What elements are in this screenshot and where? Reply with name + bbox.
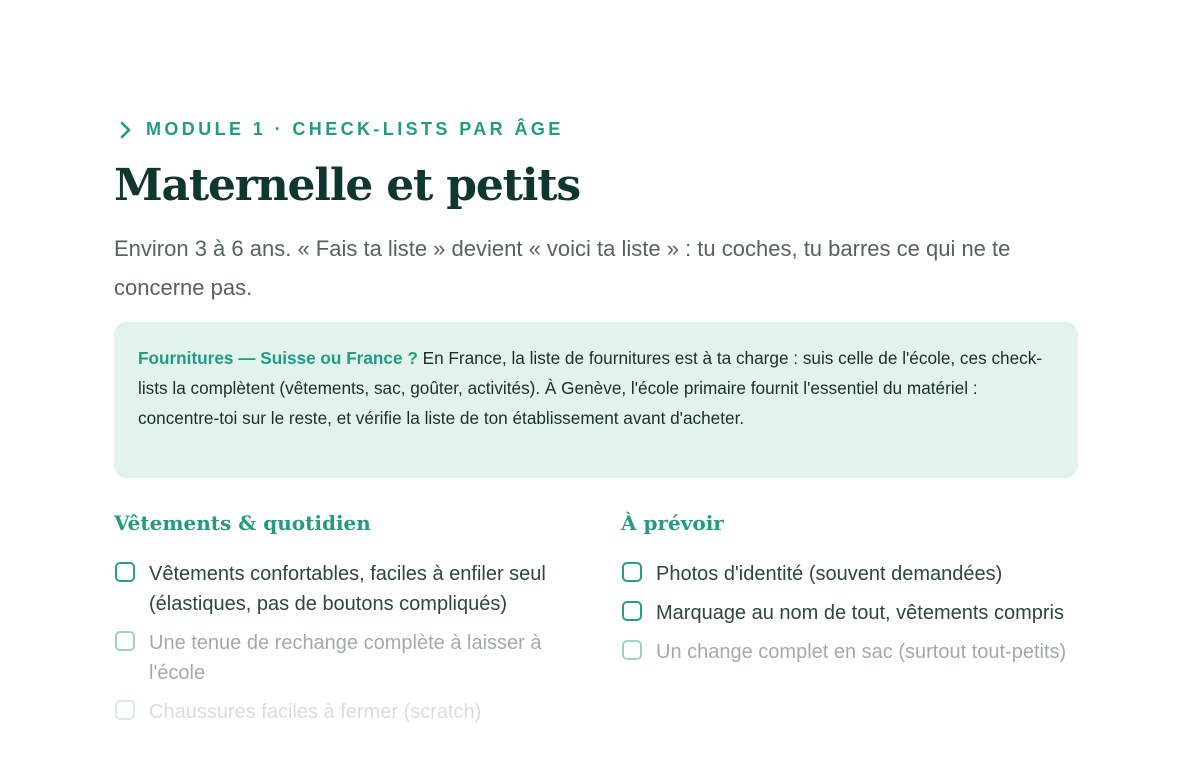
checkbox[interactable] (115, 631, 135, 651)
checklist-item[interactable] (114, 559, 574, 619)
supplies-notice (114, 322, 1078, 478)
checkbox[interactable] (622, 562, 642, 582)
checkbox[interactable] (622, 640, 642, 660)
column-to-plan (621, 505, 1081, 676)
checklist-item[interactable] (114, 628, 574, 688)
page-lead: Environ 3 à 6 ans. « Fais ta liste » devient « voici ta liste » : tu coches, tu barres ce qui ne te concerne pas. (114, 236, 1011, 300)
checklist-item[interactable] (114, 697, 574, 727)
checkbox[interactable] (115, 700, 135, 720)
page-title: Maternelle et petits (114, 160, 580, 211)
column-clothing (114, 505, 574, 736)
checklist-item-label: Une tenue de rechange complète à laisser à l'école (149, 632, 542, 684)
checklist-item-label: Marquage au nom de tout, vêtements compris (656, 602, 1064, 624)
notice-body: En France, la liste de fournitures est à ta charge : suis celle de l'école, ces check-lists la complètent (vêtements, sac, goûter, activités). À Genève, l'école primaire fournit l'essentiel du matériel : concentre-toi sur le reste, et vérifie la liste de ton établissement avant d'acheter. (138, 348, 1043, 428)
module-eyebrow (116, 119, 564, 140)
notice-heading: Fournitures — Suisse ou France ? (138, 348, 418, 368)
checklist-page (114, 0, 1078, 757)
checkbox[interactable] (115, 562, 135, 582)
checklist (114, 559, 574, 727)
checklist-item-label: Vêtements confortables, faciles à enfiler seul (élastiques, pas de boutons compliqués) (149, 563, 546, 615)
checklist-item-label: Chaussures faciles à fermer (scratch) (149, 701, 482, 723)
checkbox[interactable] (622, 601, 642, 621)
column-title: Vêtements & quotidien (114, 511, 371, 535)
checklist-item[interactable] (621, 559, 1081, 589)
chevron-right-icon (116, 120, 136, 140)
column-title: À prévoir (621, 511, 724, 535)
checklist-item-label: Un change complet en sac (surtout tout-petits) (656, 641, 1067, 663)
checklist-item-label: Photos d'identité (souvent demandées) (656, 563, 1003, 585)
module-label: MODULE 1 · CHECK-LISTS PAR ÂGE (146, 119, 564, 139)
checklist-item[interactable] (621, 598, 1081, 628)
checklist (621, 559, 1081, 667)
checklist-item[interactable] (621, 637, 1081, 667)
